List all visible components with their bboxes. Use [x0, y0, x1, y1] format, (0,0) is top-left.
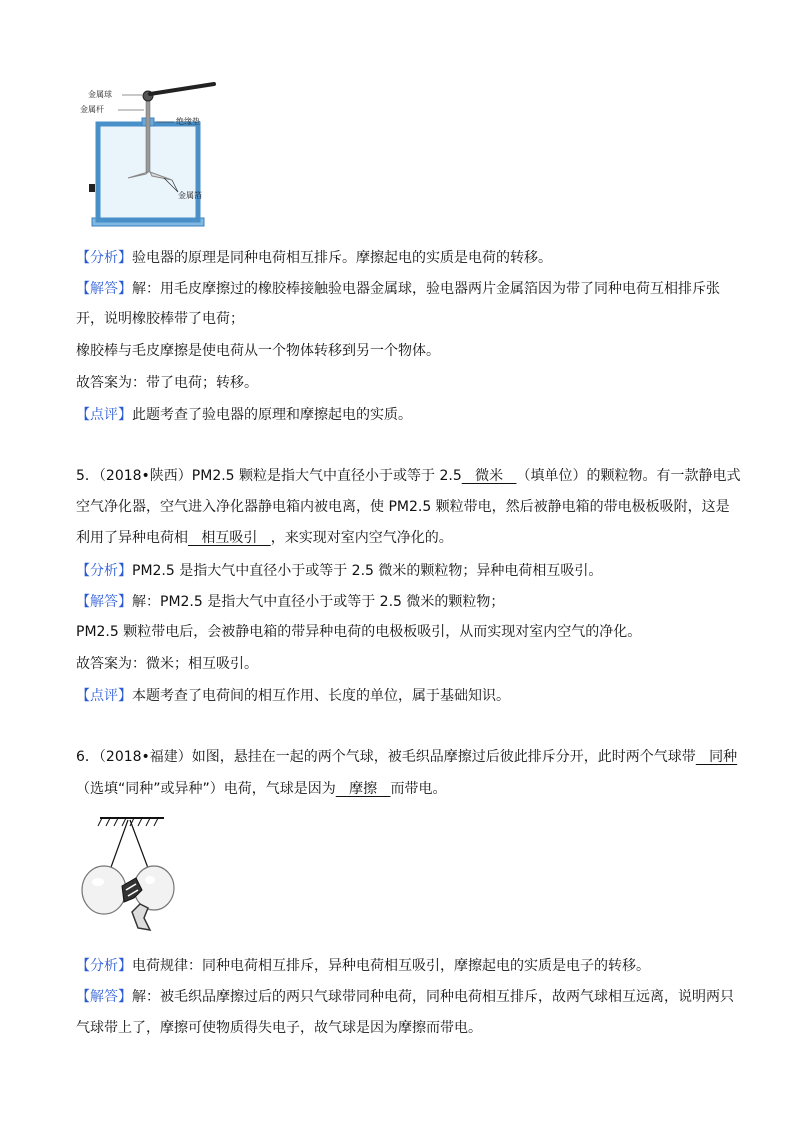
q5-answer-line-2: PM2.5 颗粒带电后，会被静电箱的带异种电荷的电极板吸引，从而实现对室内空气的净化。	[76, 624, 642, 640]
q6-line-1: 6．（2018•福建）如图，悬挂在一起的两个气球，被毛织品摩擦过后彼此排斥分开，此时两个气球带 同种	[76, 749, 738, 765]
label-metal-foil: 金属箔	[178, 191, 202, 200]
analysis-1: 【分析】验电器的原理是同种电荷相互排斥。摩擦起电的实质是电荷的转移。	[76, 250, 552, 266]
answer-1-line-3: 橡胶棒与毛皮摩擦是使电荷从一个物体转移到另一个物体。	[76, 343, 440, 359]
q5-blank-1: 微米	[461, 468, 517, 484]
answer-1-line-4: 故答案为：带了电荷；转移。	[76, 375, 258, 391]
q5-comment: 【点评】本题考查了电荷间的相互作用、长度的单位，属于基础知识。	[76, 688, 510, 704]
q6-analysis: 【分析】电荷规律：同种电荷相互排斥，异种电荷相互吸引，摩擦起电的实质是电子的转移。	[76, 958, 650, 974]
string-right	[130, 820, 148, 868]
answer-1-line-1: 【解答】解：用毛皮摩擦过的橡胶棒接触验电器金属球，验电器两片金属箔因为带了同种电荷互相排斥张	[76, 281, 720, 297]
q6-answer-line-2: 气球带上了，摩擦可使物质得失电子，故气球是因为摩擦而带电。	[76, 1020, 482, 1036]
q5-line-2: 空气净化器，空气进入净化器静电箱内被电离，使 PM2.5 颗粒带电，然后被静电箱的带电极板吸附，这是	[76, 499, 730, 515]
q5-line-3: 利用了异种电荷相 相互吸引 ，来实现对室内空气净化的。	[76, 530, 453, 546]
balloon-left	[82, 866, 126, 914]
tag-comment: 【点评】	[76, 407, 132, 423]
electroscope-side-knob	[89, 184, 95, 192]
rubber-rod	[150, 84, 214, 94]
balloons-figure	[78, 812, 198, 940]
q5-answer-line-3: 故答案为：微米；相互吸引。	[76, 656, 258, 672]
ceiling-hatch	[98, 818, 158, 826]
q6-blank-1: 同种	[695, 749, 738, 765]
q5-answer-line-1: 【解答】解：PM2.5 是指大气中直径小于或等于 2.5 微米的颗粒物；	[76, 594, 505, 610]
tag-answer: 【解答】	[76, 281, 132, 297]
string-left	[110, 820, 128, 870]
q6-answer-line-1: 【解答】解：被毛织品摩擦过后的两只气球带同种电荷，同种电荷相互排斥，故两气球相互远离，说明两只	[76, 989, 734, 1005]
q5-blank-2: 相互吸引	[188, 530, 271, 546]
label-metal-rod: 金属杆	[80, 105, 104, 114]
q6-blank-2: 摩擦	[335, 781, 391, 797]
q5-line-1: 5．（2018•陕西）PM2.5 颗粒是指大气中直径小于或等于 2.5 微米 （填单位）的颗粒物。有一款静电式	[76, 468, 741, 484]
comment-1: 【点评】此题考查了验电器的原理和摩擦起电的实质。	[76, 407, 412, 423]
tag-analysis: 【分析】	[76, 250, 132, 266]
q6-line-2: （选填“同种”或异种”）电荷，气球是因为 摩擦 而带电。	[76, 781, 447, 797]
label-metal-ball: 金属球	[88, 90, 112, 99]
q5-analysis: 【分析】PM2.5 是指大气中直径小于或等于 2.5 微米的颗粒物；异种电荷相互吸引。	[76, 563, 603, 579]
label-insulating-pad: 绝缘垫	[176, 117, 200, 126]
electroscope-figure	[78, 80, 218, 232]
answer-1-line-2: 开，说明橡胶棒带了电荷；	[76, 311, 244, 327]
metal-rod	[146, 96, 150, 172]
